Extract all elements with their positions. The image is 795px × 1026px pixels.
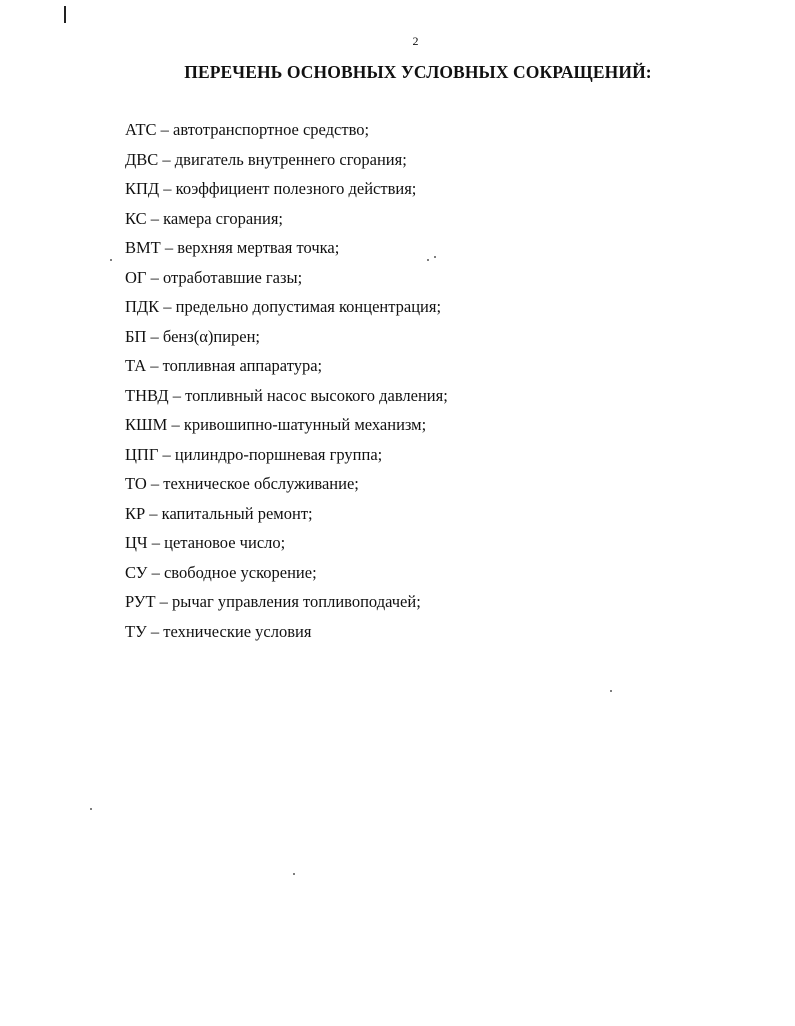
list-item: ДВС – двигатель внутреннего сгорания; (125, 149, 407, 169)
list-item: ТУ – технические условия (125, 621, 312, 641)
list-item: РУТ – рычаг управления топливоподачей; (125, 592, 421, 611)
list-item: КПД – коэффициент полезного действия; (125, 179, 417, 198)
list-item: КР – капитальный ремонт; (125, 503, 313, 523)
scan-speck (110, 259, 112, 261)
list-item: ВМТ – верхняя мертвая точка; (125, 238, 340, 257)
page-title: ПЕРЕЧЕНЬ ОСНОВНЫХ УСЛОВНЫХ СОКРАЩЕНИЙ: (184, 62, 652, 82)
list-item: БП – бенз(α)пирен; (125, 326, 261, 346)
scan-speck (610, 690, 612, 692)
list-item: КШМ – кривошипно-шатунный механизм; (125, 415, 427, 434)
page-number: 2 (412, 34, 419, 48)
scan-speck (90, 808, 92, 810)
scan-edge-mark (64, 6, 66, 23)
list-item: ТНВД – топливный насос высокого давления; (125, 385, 448, 405)
list-item: ОГ – отработавшие газы; (125, 267, 303, 287)
list-item: ЦЧ – цетановое число; (125, 533, 286, 552)
list-item: ПДК – предельно допустимая концентрация; (125, 297, 442, 316)
list-item: ТО – техническое обслуживание; (125, 474, 359, 493)
abbreviation-list (125, 120, 448, 651)
list-item: ТА – топливная аппаратура; (125, 356, 323, 375)
list-item: КС – камера сгорания; (125, 208, 283, 228)
scan-speck (293, 873, 295, 875)
list-item: ЦПГ – цилиндро-поршневая группа; (125, 444, 383, 464)
list-item: СУ – свободное ускорение; (125, 562, 317, 582)
list-item: АТС – автотранспортное средство; (125, 120, 370, 139)
